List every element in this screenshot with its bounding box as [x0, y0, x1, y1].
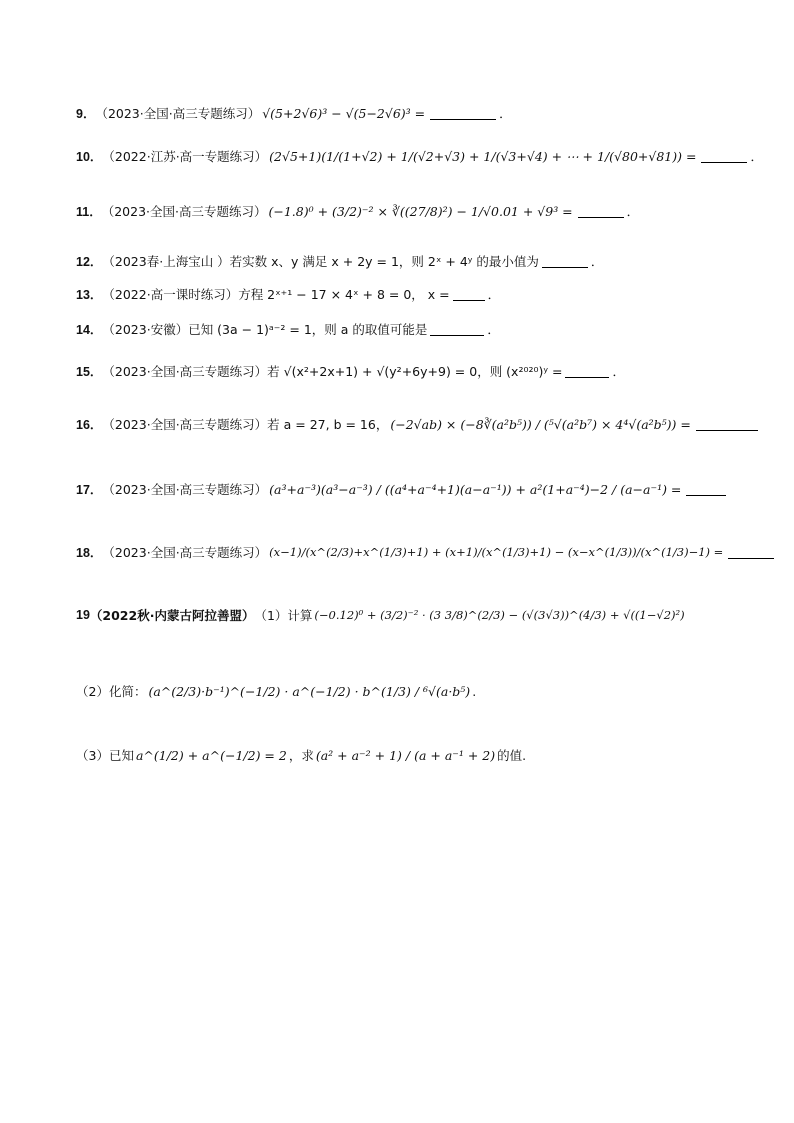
question-source: （2023·全国·高三专题练习）: [101, 204, 267, 219]
question-source: （2023·全国·高三专题练习）: [102, 545, 268, 560]
question-source: （2023·全国·高三专题练习）: [102, 364, 268, 379]
question-tail: ．: [590, 254, 604, 269]
question-number: 17．: [76, 483, 103, 497]
question-19-part2: [76, 682, 476, 700]
answer-blank[interactable]: [686, 483, 726, 496]
question-text: 若实数 x、y 满足 x + 2y = 1，则 2ˣ + 4ʸ 的最小值为: [229, 254, 539, 269]
question-tail: ．: [487, 287, 501, 302]
question-19-part3: [76, 746, 526, 764]
question-text: 方程 2ˣ⁺¹ − 17 × 4ˣ + 8 = 0， x =: [238, 287, 450, 302]
answer-blank[interactable]: [701, 150, 747, 163]
part1-expression: (−0.12)⁰ + (3/2)⁻² · (3 3/8)^(2/3) − (√(3√3))^(4/3) + √((1−√2)²): [314, 608, 685, 622]
part3-tail: 的值.: [497, 748, 527, 763]
part3-mid: ，求: [288, 748, 314, 763]
question-number: 12．: [76, 255, 103, 269]
question-16: [76, 415, 761, 433]
question-17: [76, 480, 729, 498]
question-text: 已知 (3a − 1)ᵃ⁻² = 1，则 a 的取值可能是: [188, 322, 428, 337]
answer-blank[interactable]: [430, 323, 484, 336]
question-number: 16．: [76, 418, 103, 432]
question-number: 18．: [76, 546, 103, 560]
question-source: （2023·全国·高三专题练习）: [102, 417, 268, 432]
answer-blank[interactable]: [565, 365, 609, 378]
question-10: [76, 147, 763, 165]
part1-label: （1）计算: [254, 608, 313, 623]
question-source: （2023·安徽）: [102, 322, 189, 337]
math-expression: (a³+a⁻³)(a³−a⁻³) / ((a⁴+a⁻⁴+1)(a−a⁻¹)) + a²(1+a⁻⁴)−2 / (a−a⁻¹) =: [269, 481, 682, 497]
question-source: （2022·高一课时练习）: [102, 287, 239, 302]
question-number: 10．: [76, 150, 103, 164]
question-9: [76, 104, 512, 122]
math-expression: √(5+2√6)³ − √(5−2√6)³ =: [262, 105, 426, 121]
question-18: [76, 543, 777, 561]
part3-expression: (a² + a⁻² + 1) / (a + a⁻¹ + 2): [315, 747, 496, 763]
question-number: 14．: [76, 323, 103, 337]
question-number: 19: [76, 608, 90, 622]
question-19: [76, 606, 687, 624]
question-tail: ．: [750, 149, 763, 164]
question-11: [76, 202, 639, 220]
question-number: 9．: [76, 107, 96, 121]
question-number: 13．: [76, 288, 103, 302]
question-number: 11．: [76, 205, 102, 219]
part2-label: （2）化简：: [76, 684, 147, 699]
question-number: 15．: [76, 365, 103, 379]
question-13: [76, 285, 500, 303]
answer-blank[interactable]: [453, 288, 485, 301]
question-15: [76, 362, 625, 380]
math-expression: (−2√ab) × (−8∛(a²b⁵)) / (⁵√(a²b⁷) × 4⁴√(a²b⁵)) =: [390, 416, 691, 432]
question-tail: ．: [499, 106, 512, 121]
question-source: （2023·全国·高三专题练习）: [102, 482, 268, 497]
question-tail: ．: [626, 204, 640, 219]
question-source: （2022·江苏·高一专题练习）: [102, 149, 268, 164]
question-text: 若 a = 27, b = 16，: [267, 417, 389, 432]
part3-label: （3）已知: [76, 748, 134, 763]
math-expression: (x−1)/(x^(2/3)+x^(1/3)+1) + (x+1)/(x^(1/3)+1) − (x−x^(1/3))/(x^(1/3)−1) =: [269, 545, 724, 559]
question-tail: ．: [612, 364, 625, 379]
math-expression: (−1.8)⁰ + (3/2)⁻² × ∛((27/8)²) − 1/√0.01 + √9³ =: [268, 203, 573, 219]
part3-given: a^(1/2) + a^(−1/2) = 2: [135, 747, 287, 763]
part2-expression: (a^(2/3)·b⁻¹)^(−1/2) · a^(−1/2) · b^(1/3) / ⁶√(a·b⁵): [148, 683, 471, 699]
question-tail: ．: [487, 322, 500, 337]
answer-blank[interactable]: [542, 255, 588, 268]
answer-blank[interactable]: [578, 205, 624, 218]
question-source: （2023·全国·高三专题练习）: [95, 106, 261, 121]
question-12: [76, 252, 603, 270]
math-expression: (2√5+1)(1/(1+√2) + 1/(√2+√3) + 1/(√3+√4) + ⋯ + 1/(√80+√81)) =: [269, 148, 697, 164]
answer-blank[interactable]: [728, 546, 774, 559]
part2-tail: .: [472, 683, 477, 699]
question-text: 若 √(x²+2x+1) + √(y²+6y+9) = 0，则 (x²⁰²⁰)ʸ =: [267, 364, 563, 379]
answer-blank[interactable]: [430, 107, 496, 120]
question-14: [76, 320, 500, 338]
question-source: （2022秋·内蒙古阿拉善盟）: [89, 608, 255, 623]
answer-blank[interactable]: [696, 418, 758, 431]
question-source: （2023春·上海宝山 ）: [102, 254, 230, 269]
